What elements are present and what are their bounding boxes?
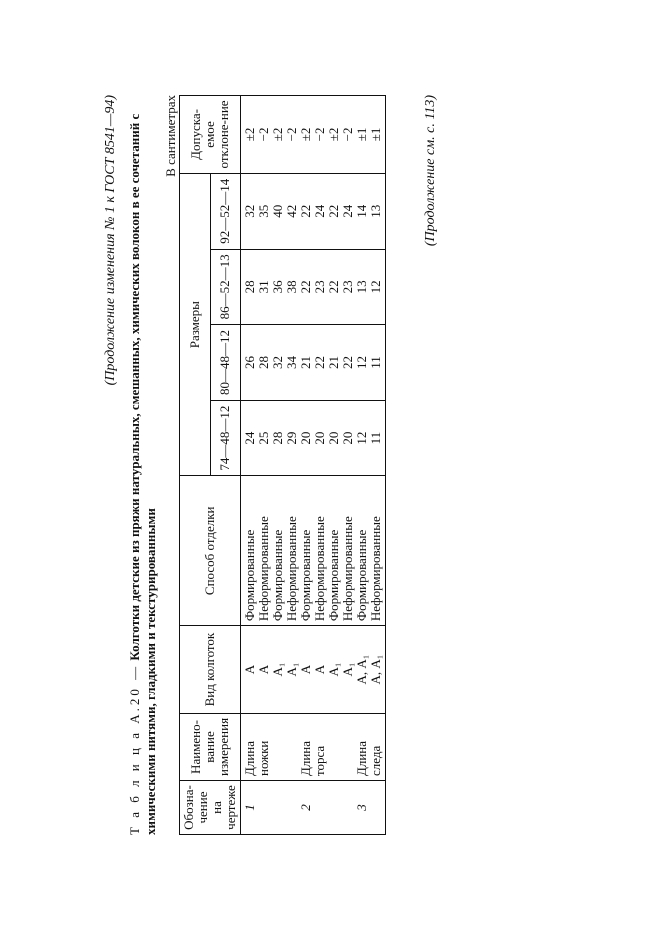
data-table [179, 95, 386, 835]
finish-2-4: Неформированные [340, 516, 355, 622]
finish-3-2: Неформированные [368, 516, 383, 622]
designation-cell [241, 781, 386, 835]
size-value: 11 [368, 431, 383, 445]
size-value: 32 [242, 204, 257, 218]
designation-1: 1 [242, 804, 257, 811]
size-value: 28 [242, 280, 257, 294]
header-sizes: Размеры [180, 173, 211, 476]
size-value: 38 [284, 280, 299, 294]
deviation-value: ±2 [242, 127, 257, 142]
header-note: (Продолжение изменения № 1 к ГОСТ 8541—94) [103, 95, 118, 386]
size-value: 20 [326, 431, 341, 445]
size-value: 42 [284, 204, 299, 218]
size-value: 24 [340, 204, 355, 218]
deviation-value: −2 [284, 127, 299, 142]
size-value: 22 [298, 280, 313, 294]
size-value: 21 [298, 355, 313, 369]
size-value: 23 [340, 280, 355, 294]
finish-2-3: Формированные [326, 529, 341, 622]
size-value: 32 [270, 355, 285, 369]
size-col-4: 92—52—14 [210, 173, 241, 249]
designation-2: 2 [298, 804, 313, 811]
table-title-text: Колготки детские из пряжи натуральных, смешанных, химических волокон в ее сочетаний с химическими нитями, гладкими и текстурированными [127, 113, 158, 835]
size-value: 24 [312, 204, 327, 218]
size-value: 12 [368, 280, 383, 294]
size-value: 20 [312, 431, 327, 445]
type-1-2: А [256, 664, 271, 675]
size-value: 12 [354, 431, 369, 445]
type-2-4: А₁ [340, 662, 355, 677]
deviation-value: −2 [312, 127, 327, 142]
header-measurement: Наимено-вание измерения [180, 713, 241, 780]
size-value: 28 [270, 431, 285, 445]
measurement-cell [241, 713, 386, 780]
finish-cell [241, 476, 386, 626]
measurement-2-line-1: Длина [298, 740, 313, 777]
size-value: 21 [326, 355, 341, 369]
measurement-1-line-1: Длина [242, 740, 257, 777]
size-value: 11 [368, 356, 383, 369]
finish-1-1: Формированные [242, 529, 257, 622]
deviation-value: −2 [340, 127, 355, 142]
measurement-3-line-2: следа [368, 745, 383, 777]
size-col-3: 86—52—13 [210, 249, 241, 325]
size-value: 26 [242, 355, 257, 369]
size-value: 14 [354, 204, 369, 218]
size-80-cell [241, 325, 386, 401]
size-value: 31 [256, 280, 271, 294]
size-value: 22 [340, 355, 355, 369]
units-label: В сантиметрах [163, 95, 178, 177]
measurement-2-line-2: торса [312, 745, 327, 777]
size-value: 22 [312, 355, 327, 369]
header-type: Вид колготок [180, 626, 241, 714]
size-value: 12 [354, 355, 369, 369]
size-value: 20 [298, 431, 313, 445]
size-74-cell [241, 400, 386, 476]
finish-1-2: Неформированные [256, 516, 271, 622]
type-3-2: А, А₁ [368, 654, 383, 685]
size-value: 22 [298, 204, 313, 218]
size-value: 22 [326, 204, 341, 218]
table-title-prefix: Т а б л и ц а А.20 — [127, 663, 142, 835]
size-value: 36 [270, 280, 285, 294]
finish-1-4: Неформированные [284, 516, 299, 622]
size-col-1: 74—48—12 [210, 400, 241, 476]
type-2-2: А [312, 664, 327, 675]
size-value: 25 [256, 431, 271, 445]
deviation-value: −2 [256, 127, 271, 142]
deviation-value: ±1 [368, 127, 383, 142]
finish-1-3: Формированные [270, 529, 285, 622]
type-cell [241, 626, 386, 714]
deviation-value: ±1 [354, 127, 369, 142]
type-1-4: А₁ [284, 662, 299, 677]
size-col-2: 80—48—12 [210, 325, 241, 401]
size-value: 35 [256, 204, 271, 218]
deviation-value: ±2 [326, 127, 341, 142]
size-value: 24 [242, 431, 257, 445]
finish-2-1: Формированные [298, 529, 313, 622]
type-3-1: А, А₁ [354, 654, 369, 685]
header-deviation: Допуска-емое отклоне-ние [180, 96, 241, 174]
deviation-value: ±2 [270, 127, 285, 142]
size-value: 34 [284, 355, 299, 369]
table-title [127, 95, 159, 835]
size-86-cell [241, 249, 386, 325]
size-value: 23 [312, 280, 327, 294]
size-value: 22 [326, 280, 341, 294]
type-2-1: А [298, 664, 313, 675]
deviation-value: ±2 [298, 127, 313, 142]
type-1-1: А [242, 664, 257, 675]
size-value: 28 [256, 355, 271, 369]
finish-3-1: Формированные [354, 529, 369, 622]
size-value: 13 [368, 204, 383, 218]
designation-3: 3 [354, 804, 369, 811]
size-value: 13 [354, 280, 369, 294]
header-finish: Способ отделки [180, 476, 241, 626]
type-2-3: А₁ [326, 662, 341, 677]
size-value: 20 [340, 431, 355, 445]
rotated-page [103, 95, 448, 835]
size-value: 29 [284, 431, 299, 445]
measurement-1-line-2: ножки [256, 740, 271, 777]
header-designation: Обозна-чение на чертеже [180, 781, 241, 835]
type-1-3: А₁ [270, 662, 285, 677]
deviation-cell [241, 96, 386, 174]
measurement-3-line-1: Длина [354, 740, 369, 777]
footer-note: (Продолжение см. с. 113) [423, 95, 438, 247]
finish-2-2: Неформированные [312, 516, 327, 622]
size-value: 40 [270, 204, 285, 218]
size-92-cell [241, 173, 386, 249]
